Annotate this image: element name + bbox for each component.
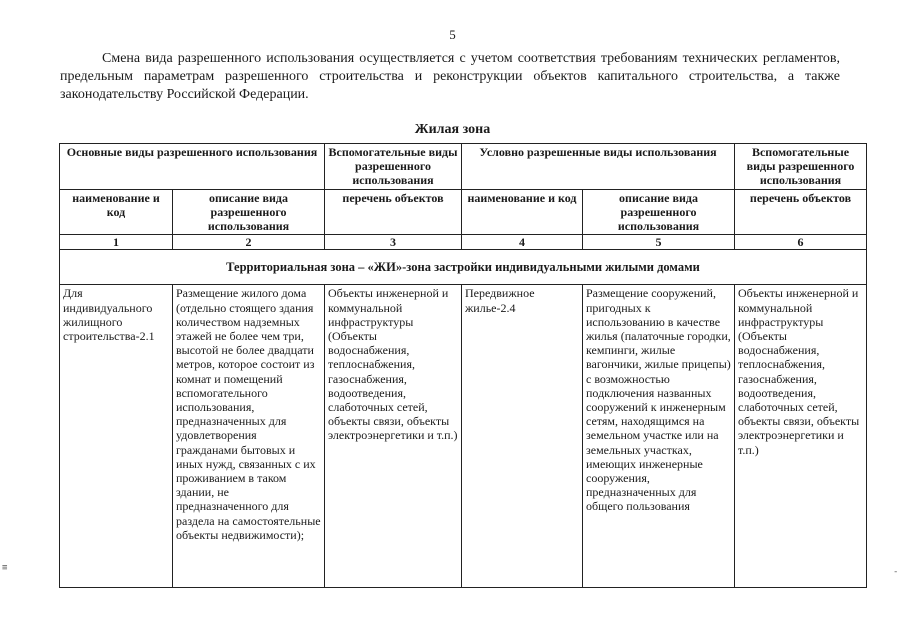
territory-zone-row [60,250,867,285]
column-number: 4 [462,235,583,250]
main-use-description: Размещение жилого дома (отдельно стоящего здания количеством надземных этажей не более чем три, высотой не более двадцати метров, которое состоит из комнат и помещений вспомогательного использования, предназначенных для удовлетворения гражданами бытовых и иных нужд, связанных с их проживанием в таком здании, не предназначенного для раздела на самостоятельные объекты недвижимости); [173,285,325,588]
column-number: 6 [735,235,867,250]
name-code-header: наименование и код [60,189,173,235]
main-uses-header: Основные виды разрешенного использования [60,144,325,190]
auxiliary-objects-2: Объекты инженерной и коммунальной инфраструктуры (Объекты водоснабжения, теплоснабжения, газоснабжения, водоотведения, слаботочных сетей, объекты связи, объекты электроэнергетики и т.п.) [735,285,867,588]
table-row [60,285,867,588]
column-number-row [60,235,867,250]
scan-edge-mark-left: ≡ [2,563,8,573]
description-header-2: описание вида разрешенного использования [583,189,735,235]
scan-edge-mark-right: - [893,567,899,577]
description-header: описание вида разрешенного использования [173,189,325,235]
name-code-header-2: наименование и код [462,189,583,235]
column-number: 3 [325,235,462,250]
auxiliary-objects: Объекты инженерной и коммунальной инфраструктуры (Объекты водоснабжения, теплоснабжения, газоснабжения, водоотведения, слаботочных сетей, объекты связи, объекты электроэнергетики и т.п.) [325,285,462,588]
conditional-use-description: Размещение сооружений, пригодных к использованию в качестве жилья (палаточные городки, кемпинги, жилые вагончики, жилые прицепы) с возможностью подключения названных сооружений к инженерным сетям, находящимся на земельном участке или на земельных участках, имеющих инженерные сооружения, предназначенных для общего пользования [583,285,735,588]
column-number: 1 [60,235,173,250]
main-use-name: Для индивидуального жилищного строительства-2.1 [60,285,173,588]
auxiliary-uses-header: Вспомогательные виды разрешенного использования [325,144,462,190]
intro-paragraph: Смена вида разрешенного использования осуществляется с учетом соответствия требованиям технических регламентов, предельным параметрам разрешенного строительства и реконструкции объектов капитального строительства, а также законодательству Российской Федерации. [60,51,840,102]
zoning-table [59,143,867,588]
sub-header-row [60,189,867,235]
page-number: 5 [449,27,456,42]
column-number: 5 [583,235,735,250]
territory-zone-title: Территориальная зона – «ЖИ»-зона застройки индивидуальными жилыми домами [60,250,867,285]
zone-title: Жилая зона [414,122,491,137]
conditional-use-name: Передвижное жилье-2.4 [462,285,583,588]
column-number: 2 [173,235,325,250]
group-header-row [60,144,867,190]
objects-list-header-2: перечень объектов [735,189,867,235]
auxiliary-uses-header-2: Вспомогательные виды разрешенного использования [735,144,867,190]
conditional-uses-header: Условно разрешенные виды использования [462,144,735,190]
objects-list-header: перечень объектов [325,189,462,235]
